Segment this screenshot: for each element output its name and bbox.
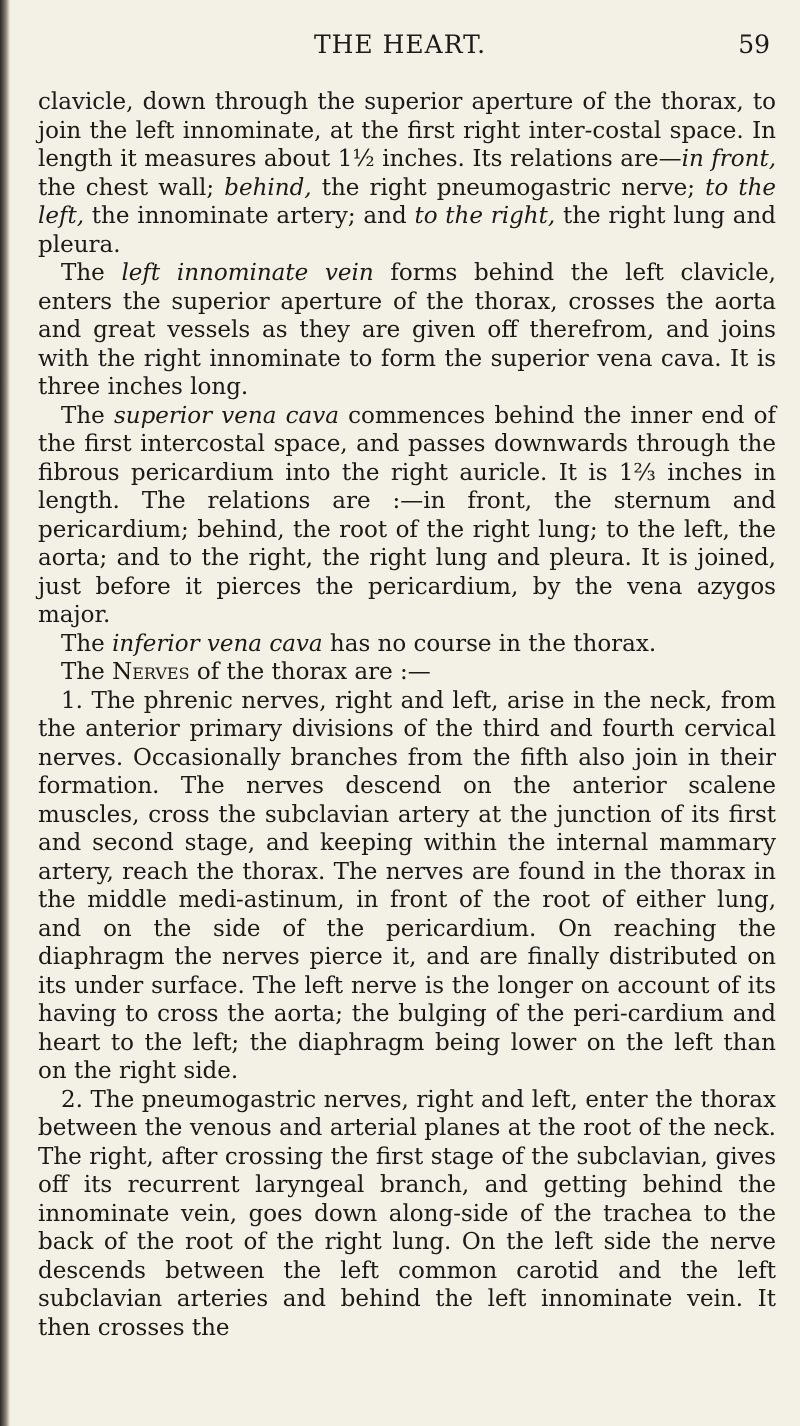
paragraph-superior-vena-cava: The superior vena cava commences behind the inner end of the first intercostal space, and passes downwards through the fibrous pericardium into the right auricle. It is 1⅔ inches in length. The relations are :—in front, the sternum and pericardium; behind, the root of the right lung; to the left, the aorta; and to the right, the right lung and pleura. It is joined, just before it pierces the pericardium, by the vena azygos major. <box>38 402 776 628</box>
paragraph-inferior-vena-cava: The inferior vena cava has no course in the thorax. <box>61 630 657 657</box>
paragraph-pneumogastric-nerves: 2. The pneumogastric nerves, right and left, enter the thorax between the venous and arterial planes at the root of the neck. The right, after crossing the first stage of the subclavian, gives off its recurrent laryngeal branch, and getting behind the innominate vein, goes down along-side of the trachea to the back of the root of the right lung. On the left side the nerve descends between the left common carotid and the left subclavian arteries and behind the left innominate vein. It then crosses the <box>38 1086 776 1341</box>
paragraph-superior-vena-relations: clavicle, down through the superior aperture of the thorax, to join the left innominate, at the first right inter-costal space. In length it measures about 1½ inches. Its relations are—in front, the chest wall; behind, the right pneumogastric nerve; to the left, the innominate artery; and to the right, the right lung and pleura. <box>38 89 777 258</box>
paragraph-nerves-heading: The Nerves of the thorax are :— <box>61 659 431 685</box>
running-title: THE HEART. <box>313 30 487 59</box>
paragraph-left-innominate-vein: The left innominate vein forms behind the left clavicle, enters the superior aperture of the thorax, crosses the aorta and great vessels as they are given off therefrom, and joins with the right innominate to form the superior vena cava. It is three inches long. <box>38 260 776 400</box>
body-text <box>38 88 776 1342</box>
page-header <box>0 30 800 66</box>
paragraph-phrenic-nerves: 1. The phrenic nerves, right and left, arise in the neck, from the anterior primary divisions of the third and fourth cervical nerves. Occasionally branches from the fifth also join in their formation. The nerves descend on the anterior scalene muscles, cross the subclavian artery at the junction of its first and second stage, and keeping within the internal mammary artery, reach the thorax. The nerves are found in the thorax in the middle medi-astinum, in front of the root of either lung, and on the side of the pericardium. On reaching the diaphragm the nerves pierce it, and are finally distributed on its under surface. The left nerve is the longer on account of its having to cross the aorta; the bulging of the peri-cardium and heart to the left; the diaphragm being lower on the left than on the right side. <box>38 687 776 1084</box>
page-edge-shadow <box>0 0 10 1426</box>
page-number: 59 <box>738 30 770 59</box>
